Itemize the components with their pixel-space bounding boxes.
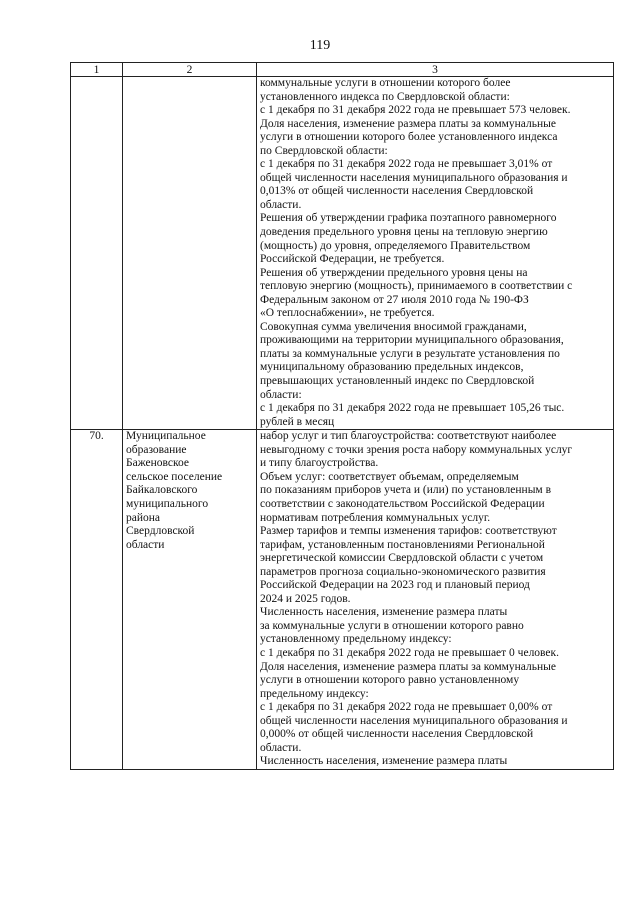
- text-line: Объем услуг: соответствует объемам, определяемым: [260, 470, 519, 483]
- table-row-70: [71, 430, 614, 770]
- text-line: общей численности населения муниципального образования и: [260, 714, 568, 727]
- text-line: области.: [260, 198, 302, 211]
- page-number: 119: [309, 38, 331, 53]
- text-line: нормативам потребления коммунальных услуг.: [260, 511, 491, 524]
- text-line: установленному предельному индексу:: [260, 633, 452, 646]
- text-line: с 1 декабря по 31 декабря 2022 года не превышает 0 человек.: [260, 646, 559, 659]
- tariff-table: [70, 62, 614, 770]
- text-line: Размер тарифов и темпы изменения тарифов: соответствуют: [260, 525, 557, 538]
- municipality-name: [123, 77, 257, 430]
- text-line: превышающих установленный индекс по Свердловской: [260, 375, 535, 388]
- row-description: [257, 77, 614, 430]
- name-line: Свердловской: [126, 525, 195, 538]
- text-line: платы за коммунальные услуги в результате установления по: [260, 347, 560, 360]
- header-cell-2: 2: [123, 63, 257, 77]
- text-line: набор услуг и тип благоустройства: соответствуют наиболее: [260, 430, 557, 443]
- text-line: Федеральным законом от 27 июля 2010 года № 190-ФЗ: [260, 293, 529, 306]
- text-line: тарифам, установленным постановлениями Региональной: [260, 538, 545, 551]
- name-line: сельское поселение: [126, 470, 223, 483]
- text-line: проживающими на территории муниципального образования,: [260, 334, 564, 347]
- text-line: по Свердловской области:: [260, 144, 388, 157]
- text-line: 2024 и 2025 годов.: [260, 592, 351, 605]
- header-cell-3: 3: [257, 63, 614, 77]
- text-line: Численность населения, изменение размера платы: [260, 606, 508, 619]
- text-line: соответствии с законодательством Российской Федерации: [260, 497, 545, 510]
- row-number: [71, 77, 123, 430]
- text-line: предельному индексу:: [260, 687, 369, 700]
- text-line: Российской Федерации, не требуется.: [260, 253, 445, 266]
- text-line: услуги в отношении которого равно установленному: [260, 674, 520, 687]
- name-line: муниципального: [126, 497, 209, 510]
- header-cell-1: 1: [71, 63, 123, 77]
- text-line: Совокупная сумма увеличения вносимой гражданами,: [260, 320, 527, 333]
- text-line: невыгодному с точки зрения роста набору коммунальных услуг: [260, 443, 573, 456]
- text-line: рублей в месяц: [260, 415, 335, 428]
- text-line: Решения об утверждении графика поэтапного равномерного: [260, 212, 557, 225]
- name-line: Муниципальное: [126, 430, 206, 443]
- name-line: Баженовское: [126, 457, 189, 470]
- text-line: с 1 декабря по 31 декабря 2022 года не превышает 3,01% от: [260, 158, 553, 171]
- text-line: тепловую энергию (мощность), принимаемого в соответствии с: [260, 280, 573, 293]
- text-line: Доля населения, изменение размера платы за коммунальные: [260, 117, 556, 130]
- text-line: по показаниям приборов учета и (или) по установленным в: [260, 484, 552, 497]
- name-line: области: [126, 538, 165, 551]
- text-line: с 1 декабря по 31 декабря 2022 года не превышает 573 человек.: [260, 104, 571, 117]
- text-line: (мощность) до уровня, определяемого Правительством: [260, 239, 531, 252]
- table-row-continuation: [71, 77, 614, 430]
- table-header-row: [71, 63, 614, 77]
- text-line: энергетической комиссии Свердловской области с учетом: [260, 552, 544, 565]
- name-line: района: [126, 511, 161, 524]
- row-number: 70.: [71, 430, 123, 770]
- text-line: «О теплоснабжении», не требуется.: [260, 307, 435, 320]
- text-line: области.: [260, 741, 302, 754]
- name-line: Байкаловского: [126, 484, 198, 497]
- text-line: Решения об утверждении предельного уровня цены на: [260, 266, 528, 279]
- text-line: услуги в отношении которого более установленного индекса: [260, 131, 558, 144]
- text-line: Российской Федерации на 2023 год и плановый период: [260, 579, 530, 592]
- text-line: доведения предельного уровня цены на тепловую энергию: [260, 226, 548, 239]
- text-line: муниципальному образованию предельных индексов,: [260, 361, 524, 374]
- text-line: параметров прогноза социально-экономического развития: [260, 565, 546, 578]
- text-line: и типу благоустройства.: [260, 457, 379, 470]
- text-line: 0,000% от общей численности населения Свердловской: [260, 728, 534, 741]
- text-line: с 1 декабря по 31 декабря 2022 года не превышает 0,00% от: [260, 701, 553, 714]
- text-line: Доля населения, изменение размера платы за коммунальные: [260, 660, 556, 673]
- text-line: Численность населения, изменение размера платы: [260, 755, 508, 768]
- row-description: [257, 430, 614, 770]
- text-line: с 1 декабря по 31 декабря 2022 года не превышает 105,26 тыс.: [260, 402, 565, 415]
- text-line: 0,013% от общей численности населения Свердловской: [260, 185, 534, 198]
- text-line: за коммунальные услуги в отношении которого равно: [260, 619, 524, 632]
- text-line: установленного индекса по Свердловской области:: [260, 90, 510, 103]
- municipality-name: [123, 430, 257, 770]
- text-line: области:: [260, 388, 302, 401]
- text-line: общей численности населения муниципального образования и: [260, 171, 568, 184]
- name-line: образование: [126, 443, 187, 456]
- text-line: коммунальные услуги в отношении которого более: [260, 77, 511, 89]
